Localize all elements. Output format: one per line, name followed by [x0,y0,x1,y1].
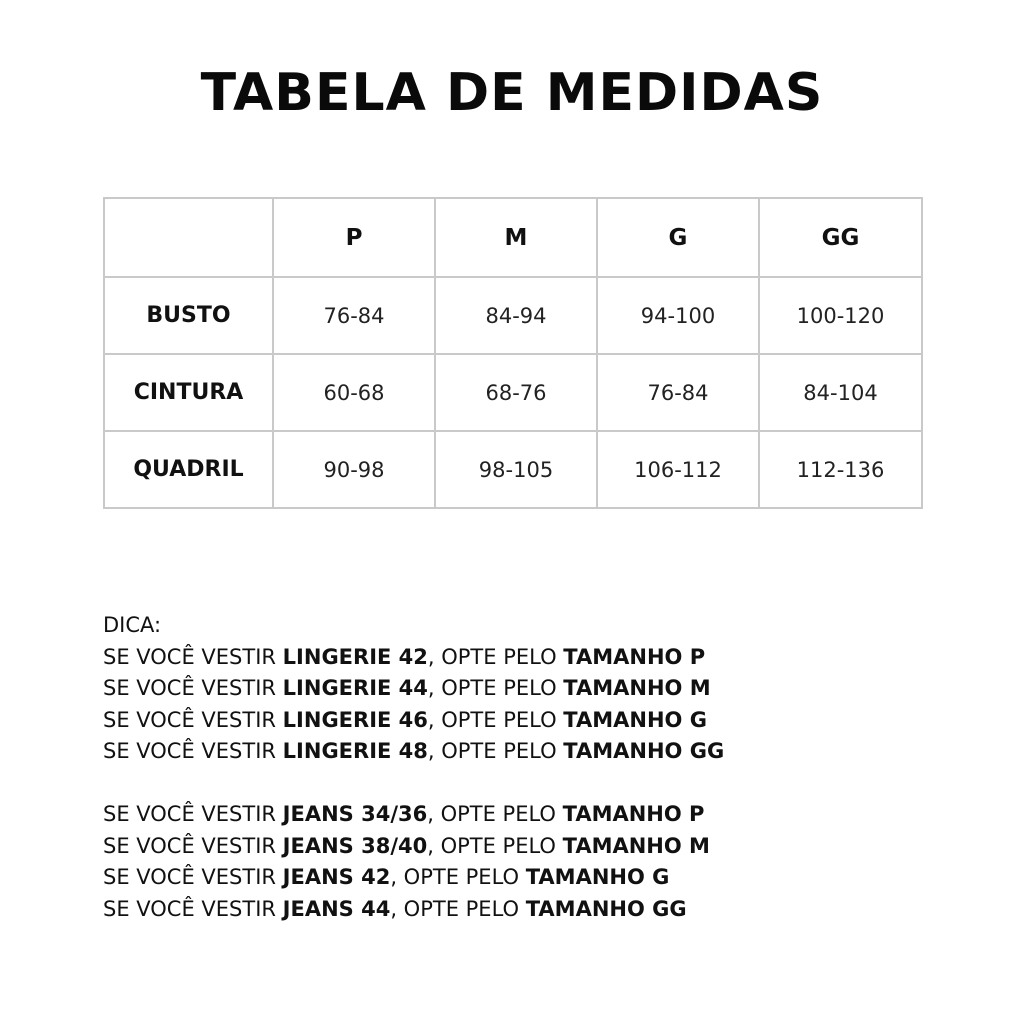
tips-section [103,610,724,925]
tip-middle: , OPTE PELO [427,802,563,826]
table-row [104,431,922,508]
tip-size: TAMANHO G [563,707,707,732]
tip-size: TAMANHO G [525,865,670,889]
tip-prefix: SE VOCÊ VESTIR [103,833,283,858]
tip-line-jeans [103,862,724,894]
table-cell: 60-68 [273,354,435,431]
tip-prefix: SE VOCÊ VESTIR [103,802,283,826]
tip-line-jeans [103,799,724,831]
tip-item: LINGERIE 46 [282,707,428,732]
row-label-quadril: QUADRIL [104,431,273,508]
column-header-m: M [435,198,597,277]
tip-prefix: SE VOCÊ VESTIR [103,865,283,889]
table-cell: 68-76 [435,354,597,431]
tip-line-lingerie [103,736,724,768]
tip-size: TAMANHO M [563,676,711,700]
tip-prefix: SE VOCÊ VESTIR [103,707,283,732]
tip-middle: , OPTE PELO [427,739,564,763]
section-spacer [103,768,724,800]
tip-size: TAMANHO M [562,833,710,858]
tip-size: TAMANHO GG [563,739,725,763]
table-row [104,354,922,431]
row-label-busto: BUSTO [104,277,273,354]
tip-prefix: SE VOCÊ VESTIR [103,644,283,669]
tip-item: JEANS 38/40 [282,833,428,858]
tip-middle: , OPTE PELO [427,707,564,732]
tip-line-jeans [103,894,724,926]
page-title: TABELA DE MEDIDAS [200,63,824,123]
tips-heading: DICA: [103,613,162,637]
tip-middle: , OPTE PELO [427,833,563,858]
table-cell: 100-120 [759,277,922,354]
table-cell: 106-112 [597,431,759,508]
tip-line-lingerie [103,642,724,674]
table-row [104,277,922,354]
column-header-p: P [273,198,435,277]
table-cell: 84-94 [435,277,597,354]
tip-size: TAMANHO P [563,644,706,669]
tip-item: JEANS 42 [282,865,391,889]
tip-middle: , OPTE PELO [390,896,526,921]
tip-size: TAMANHO P [562,802,705,826]
tip-line-lingerie [103,673,724,705]
table-cell: 84-104 [759,354,922,431]
tip-item: JEANS 44 [282,896,391,921]
tip-item: LINGERIE 44 [282,676,428,700]
tip-item: LINGERIE 48 [282,739,428,763]
table-cell: 90-98 [273,431,435,508]
table-cell: 94-100 [597,277,759,354]
tip-prefix: SE VOCÊ VESTIR [103,739,283,763]
table-cell: 76-84 [597,354,759,431]
tip-line-jeans [103,831,724,863]
tip-item: LINGERIE 42 [282,644,428,669]
tip-middle: , OPTE PELO [427,676,564,700]
size-table [103,197,923,509]
tip-middle: , OPTE PELO [427,644,564,669]
tip-line-lingerie [103,705,724,737]
table-corner-cell [104,198,273,277]
table-cell: 76-84 [273,277,435,354]
row-label-cintura: CINTURA [104,354,273,431]
tip-middle: , OPTE PELO [390,865,526,889]
tip-size: TAMANHO GG [525,896,687,921]
table-cell: 98-105 [435,431,597,508]
tip-item: JEANS 34/36 [282,802,428,826]
table-cell: 112-136 [759,431,922,508]
column-header-g: G [597,198,759,277]
column-header-gg: GG [759,198,922,277]
table-header-row [104,198,922,277]
tip-prefix: SE VOCÊ VESTIR [103,896,283,921]
tip-prefix: SE VOCÊ VESTIR [103,676,283,700]
